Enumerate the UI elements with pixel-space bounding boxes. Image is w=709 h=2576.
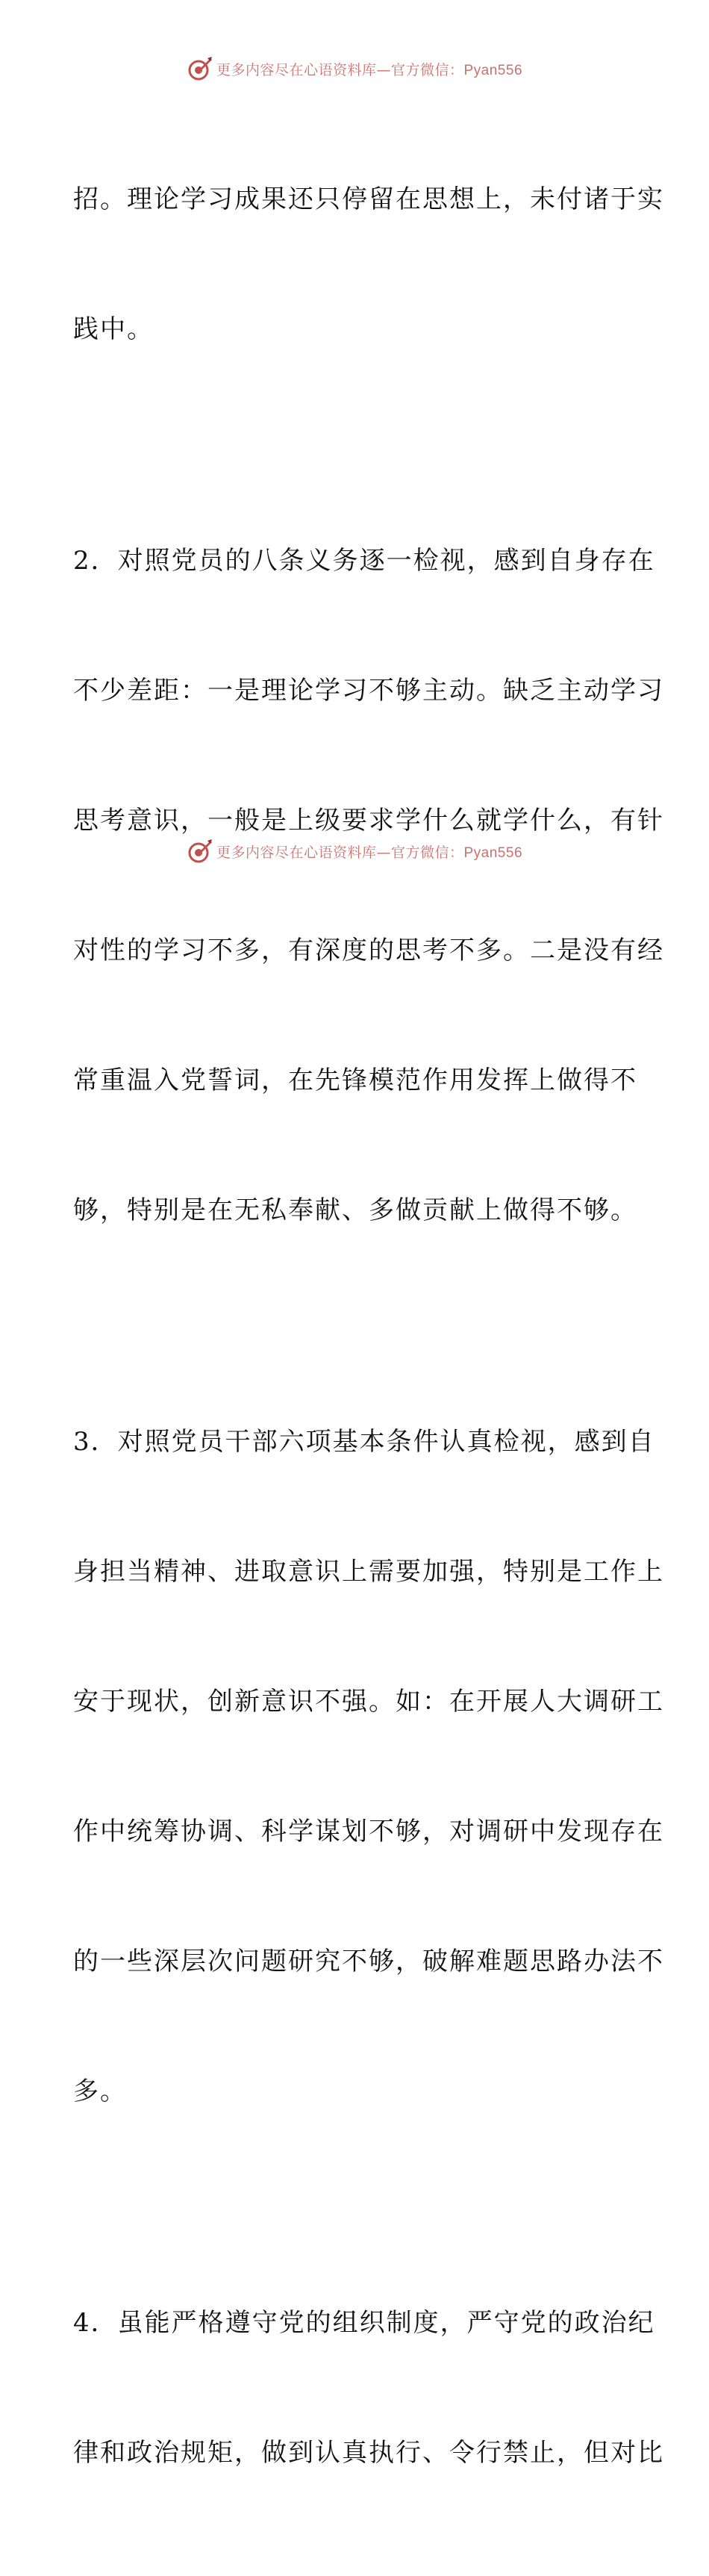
paragraph-4	[73, 2215, 664, 2561]
text-line: 2．对照党员的八条义务逐一检视，感到自身存在	[73, 546, 655, 576]
text-line: 的一些深层次问题研究不够，破解难题思路办法不	[73, 1947, 664, 1976]
text-line: 思考意识，一般是上级要求学什么就学什么，有针	[73, 806, 664, 836]
text-line: 安于现状，创新意识不强。如：在开展人大调研工	[73, 1687, 664, 1717]
header-watermark	[0, 54, 709, 84]
document-body	[73, 91, 664, 2576]
watermark-text: 更多内容尽在心语资料库—官方微信：Pyan556	[216, 844, 523, 861]
text-line: 常重温入党誓词，在先锋模范作用发挥上做得不	[73, 1065, 637, 1095]
text-line: 够，特别是在无私奉献、多做贡献上做得不够。	[73, 1195, 637, 1225]
text-line: 身担当精神、进取意识上需要加强，特别是工作上	[73, 1557, 664, 1587]
footer-watermark	[0, 836, 709, 866]
text-line: 践中。	[73, 314, 154, 344]
text-line: 律和政治规矩，做到认真执行、令行禁止，但对比	[73, 2438, 664, 2468]
text-line: 3．对照党员干部六项基本条件认真检视，感到自	[73, 1427, 655, 1457]
quill-logo-icon	[187, 838, 213, 865]
paragraph-1	[73, 91, 664, 438]
text-line: 多。	[73, 2076, 127, 2106]
paragraph-2	[73, 452, 664, 1319]
watermark-text: 更多内容尽在心语资料库—官方微信：Pyan556	[216, 61, 523, 78]
text-line: 作中统筹协调、科学谋划不够，对调研中发现存在	[73, 1817, 664, 1847]
text-line: 4．虽能严格遵守党的组织制度，严守党的政治纪	[73, 2308, 655, 2338]
quill-logo-icon	[187, 55, 213, 82]
text-line: 不少差距：一是理论学习不够主动。缺乏主动学习	[73, 676, 664, 706]
text-line: 招。理论学习成果还只停留在思想上，未付诸于实	[73, 184, 664, 214]
paragraph-3	[73, 1334, 664, 2200]
text-line: 对性的学习不多，有深度的思考不多。二是没有经	[73, 936, 664, 965]
